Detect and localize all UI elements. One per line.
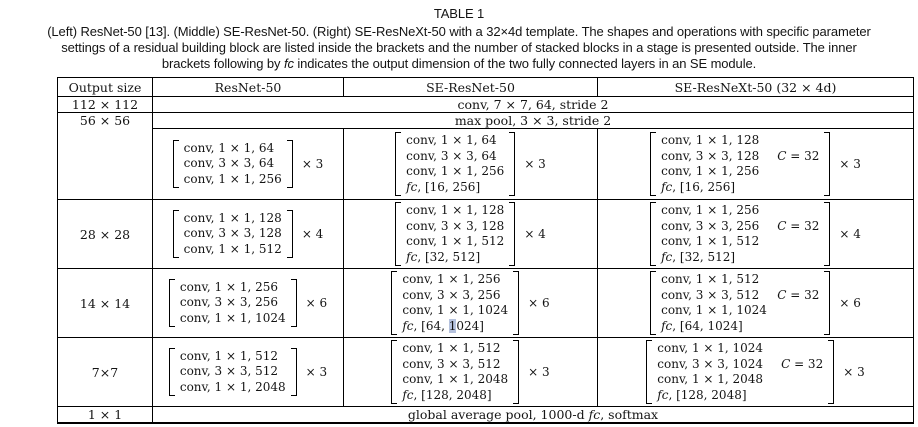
block-cell-se-resnet50 (344, 269, 598, 338)
table-caption-text (0, 24, 918, 72)
right-bracket (287, 210, 293, 259)
block-cell-se-resnet50 (344, 129, 598, 200)
header-row (58, 78, 914, 97)
op-text: conv, 1 × 1, 1024 (657, 341, 764, 355)
output-size-cell: 7×7 (58, 338, 153, 407)
op-text: conv, 1 × 1, 256 (661, 203, 760, 217)
block-line (661, 149, 819, 165)
bracket (395, 202, 515, 266)
right-bracket (824, 202, 830, 266)
block-line (180, 380, 286, 396)
stage-row-2 (58, 200, 914, 269)
block-line (180, 295, 286, 311)
op-text: fc, [32, 512] (661, 249, 736, 264)
op-text: conv, 3 × 3, 128 (661, 148, 760, 163)
op-text: conv, 1 × 1, 512 (406, 234, 505, 248)
bracket (646, 340, 834, 404)
block-line (657, 357, 823, 373)
cardinality-label: C = 32 (777, 148, 820, 163)
op-text: conv, 1 × 1, 128 (406, 203, 505, 217)
block-line (184, 211, 282, 227)
block-line (402, 388, 508, 404)
bracket (169, 348, 297, 397)
block-line (180, 311, 286, 327)
final-row (58, 407, 914, 424)
multiplier-label: × 3 (843, 365, 865, 379)
italic-text: C (777, 148, 787, 163)
op-text: conv, 1 × 1, 256 (183, 171, 282, 186)
column-header-4: SE-ResNeXt-50 (32 × 4d) (598, 78, 914, 97)
op-text: conv, 1 × 1, 512 (179, 348, 278, 363)
stage-row-1 (58, 129, 914, 200)
block-line (184, 141, 282, 157)
op-text: conv, 1 × 1, 512 (661, 234, 760, 248)
table-caption (0, 6, 918, 72)
block-line (184, 242, 282, 258)
right-bracket (509, 202, 515, 266)
block-lines (175, 348, 291, 397)
op-text: conv, 3 × 3, 128 (406, 218, 505, 233)
right-bracket (509, 132, 515, 196)
op-text: conv, 3 × 3, 512 (402, 356, 501, 371)
block-lines (397, 340, 513, 404)
block-line (661, 272, 819, 288)
block-line (184, 172, 282, 188)
block-line (180, 364, 286, 380)
block-line (402, 303, 508, 319)
op-text: fc, [16, 256] (406, 179, 481, 194)
block-line (661, 288, 819, 304)
op-text: conv, 1 × 1, 1024 (661, 303, 767, 317)
multiplier-label: × 6 (528, 296, 550, 310)
italic-text: fc (283, 56, 294, 71)
op-text: conv, 1 × 1, 512 (183, 241, 282, 256)
block-line (402, 272, 508, 288)
architecture-table (57, 77, 914, 424)
caption-line-3: brackets following by fc indicates the output dimension of the two fully connected layers in an SE module. (161, 56, 757, 71)
stage-row-3 (58, 269, 914, 338)
block-line (402, 357, 508, 373)
block-line (661, 303, 819, 319)
multiplier-label: × 3 (528, 365, 550, 379)
italic-text: fc (402, 318, 414, 333)
block-lines (401, 202, 509, 266)
block-cell-resnet50 (153, 338, 344, 407)
block-line (180, 280, 286, 296)
bracket (173, 140, 293, 189)
block-cell-se-resnext50 (598, 129, 914, 200)
block-line (661, 164, 819, 180)
caption-line-1: (Left) ResNet-50 [13]. (Middle) SE-ResNet-50. (Right) SE-ResNeXt-50 with a 32×4d template. The shapes and operations with specific parameter (47, 24, 871, 39)
block-stack-resnet50 (153, 208, 343, 261)
italic-text: fc (588, 407, 601, 422)
op-text: conv, 3 × 3, 64 (183, 156, 275, 171)
column-header-2: ResNet-50 (153, 78, 344, 97)
right-bracket (291, 279, 297, 328)
block-stack-se-resnext50 (598, 200, 913, 268)
block-stack-se-resnet50 (344, 200, 597, 268)
op-text: conv, 1 × 1, 128 (661, 133, 760, 147)
op-text: fc, [32, 512] (406, 249, 481, 264)
block-lines (179, 140, 287, 189)
block-line (657, 372, 823, 388)
op-text: conv, 3 × 3, 256 (661, 218, 760, 233)
multiplier-label: × 4 (524, 227, 546, 241)
op-text: conv, 1 × 1, 256 (406, 164, 505, 178)
block-lines (175, 279, 291, 328)
column-header-1: Output size (58, 78, 153, 97)
block-line (661, 234, 819, 250)
op-text: fc, [64, 1024] (661, 318, 743, 333)
op-text: conv, 1 × 1, 2048 (402, 372, 509, 386)
bracket (169, 279, 297, 328)
italic-text: C (781, 356, 791, 371)
block-line (661, 319, 819, 335)
block-stack-resnet50 (153, 346, 343, 399)
block-lines (179, 210, 287, 259)
block-line (184, 226, 282, 242)
block-line (180, 349, 286, 365)
block-line (661, 219, 819, 235)
op-text: conv, 1 × 1, 2048 (657, 372, 764, 386)
op-text: conv, 3 × 3, 256 (402, 287, 501, 302)
block-cell-resnet50 (153, 200, 344, 269)
column-header-3: SE-ResNet-50 (344, 78, 598, 97)
op-text: conv, 1 × 1, 64 (183, 140, 275, 155)
multiplier-label: × 3 (301, 157, 324, 171)
block-line (657, 388, 823, 404)
italic-text: fc (406, 249, 418, 264)
block-lines (397, 271, 513, 335)
block-line (406, 149, 504, 165)
bracket (173, 210, 293, 259)
right-bracket (513, 271, 519, 335)
stem-row-1 (58, 97, 914, 113)
op-text: conv, 1 × 1, 512 (402, 341, 501, 355)
op-text: conv, 3 × 3, 128 (183, 226, 282, 241)
block-line (406, 180, 504, 196)
block-cell-resnet50 (153, 269, 344, 338)
block-lines (652, 340, 828, 404)
op-text: conv, 3 × 3, 512 (179, 364, 278, 379)
block-cell-se-resnext50 (598, 269, 914, 338)
multiplier-label: × 6 (839, 296, 861, 310)
multiplier-label: × 6 (305, 296, 328, 310)
block-line (406, 203, 504, 219)
italic-text: fc (657, 387, 669, 402)
output-size-cell: 56 × 56 (58, 113, 153, 200)
output-size-cell: 112 × 112 (58, 97, 153, 113)
italic-text: C (777, 287, 787, 302)
bracket (391, 340, 519, 404)
block-line (406, 133, 504, 149)
block-line (402, 372, 508, 388)
italic-text: C (777, 218, 787, 233)
italic-text: fc (406, 179, 418, 194)
bracket (391, 271, 519, 335)
bracket (650, 202, 830, 266)
block-stack-se-resnet50 (344, 269, 597, 337)
block-stack-resnet50 (153, 138, 343, 191)
block-line (402, 319, 508, 335)
block-stack-se-resnet50 (344, 130, 597, 198)
bracket (650, 132, 830, 196)
stem-op-cell: conv, 7 × 7, 64, stride 2 (153, 97, 914, 113)
op-text: fc, [16, 256] (661, 179, 736, 194)
op-text: conv, 1 × 1, 128 (183, 210, 282, 225)
block-cell-se-resnet50 (344, 338, 598, 407)
italic-text: fc (402, 387, 414, 402)
italic-text: fc (661, 318, 673, 333)
block-line (184, 156, 282, 172)
italic-text: fc (661, 179, 673, 194)
highlighted-text: 1 (448, 318, 457, 333)
op-text: conv, 3 × 3, 1024 (657, 356, 764, 371)
op-text: fc, [128, 2048] (402, 387, 492, 402)
block-lines (656, 271, 824, 335)
right-bracket (824, 132, 830, 196)
multiplier-label: × 3 (839, 157, 861, 171)
multiplier-label: × 3 (524, 157, 546, 171)
block-cell-se-resnext50 (598, 338, 914, 407)
block-line (661, 133, 819, 149)
output-size-cell: 14 × 14 (58, 269, 153, 338)
italic-text: fc (661, 249, 673, 264)
right-bracket (287, 140, 293, 189)
block-line (406, 219, 504, 235)
block-line (402, 288, 508, 304)
block-lines (656, 132, 824, 196)
block-line (661, 250, 819, 266)
block-stack-se-resnext50 (598, 338, 913, 406)
cardinality-label: C = 32 (781, 356, 824, 371)
table-caption-label: TABLE 1 (433, 6, 485, 21)
block-stack-se-resnet50 (344, 338, 597, 406)
multiplier-label: × 4 (301, 227, 324, 241)
block-line (661, 180, 819, 196)
op-text: conv, 1 × 1, 256 (179, 279, 278, 294)
right-bracket (513, 340, 519, 404)
right-bracket (291, 348, 297, 397)
output-size-cell: 1 × 1 (58, 407, 153, 424)
op-text: conv, 3 × 3, 256 (179, 295, 278, 310)
op-text: conv, 1 × 1, 256 (661, 164, 760, 178)
op-text: conv, 1 × 1, 256 (402, 272, 501, 286)
op-text: fc, [64, 1024] (402, 318, 484, 333)
right-bracket (824, 271, 830, 335)
op-text: conv, 1 × 1, 1024 (179, 310, 286, 325)
block-cell-resnet50 (153, 129, 344, 200)
op-text: conv, 1 × 1, 2048 (179, 379, 286, 394)
block-line (406, 250, 504, 266)
stage-row-4 (58, 338, 914, 407)
block-stack-resnet50 (153, 277, 343, 330)
cardinality-label: C = 32 (777, 287, 820, 302)
op-text: conv, 3 × 3, 512 (661, 287, 760, 302)
classifier-cell: global average pool, 1000-d fc, softmax (153, 407, 914, 424)
block-line (406, 234, 504, 250)
block-lines (656, 202, 824, 266)
bracket (650, 271, 830, 335)
op-text: conv, 3 × 3, 64 (406, 148, 497, 163)
output-size-cell: 28 × 28 (58, 200, 153, 269)
op-text: fc, [128, 2048] (657, 387, 747, 402)
multiplier-label: × 3 (305, 365, 328, 379)
block-line (657, 341, 823, 357)
op-text: conv, 1 × 1, 512 (661, 272, 760, 286)
block-cell-se-resnext50 (598, 200, 914, 269)
op-text: conv, 1 × 1, 64 (406, 133, 497, 147)
multiplier-label: × 4 (839, 227, 861, 241)
block-stack-se-resnext50 (598, 269, 913, 337)
right-bracket (828, 340, 834, 404)
block-line (661, 203, 819, 219)
block-stack-se-resnext50 (598, 130, 913, 198)
stem-op-cell: max pool, 3 × 3, stride 2 (153, 113, 914, 129)
stem-row-2 (58, 113, 914, 129)
block-line (406, 164, 504, 180)
cardinality-label: C = 32 (777, 218, 820, 233)
block-lines (401, 132, 509, 196)
block-line (402, 341, 508, 357)
block-cell-se-resnet50 (344, 200, 598, 269)
bracket (395, 132, 515, 196)
op-text: conv, 1 × 1, 1024 (402, 303, 509, 317)
caption-line-2: settings of a residual building block are listed inside the brackets and the number of stacked blocks in a stage is presented outside. The inner (61, 40, 857, 55)
